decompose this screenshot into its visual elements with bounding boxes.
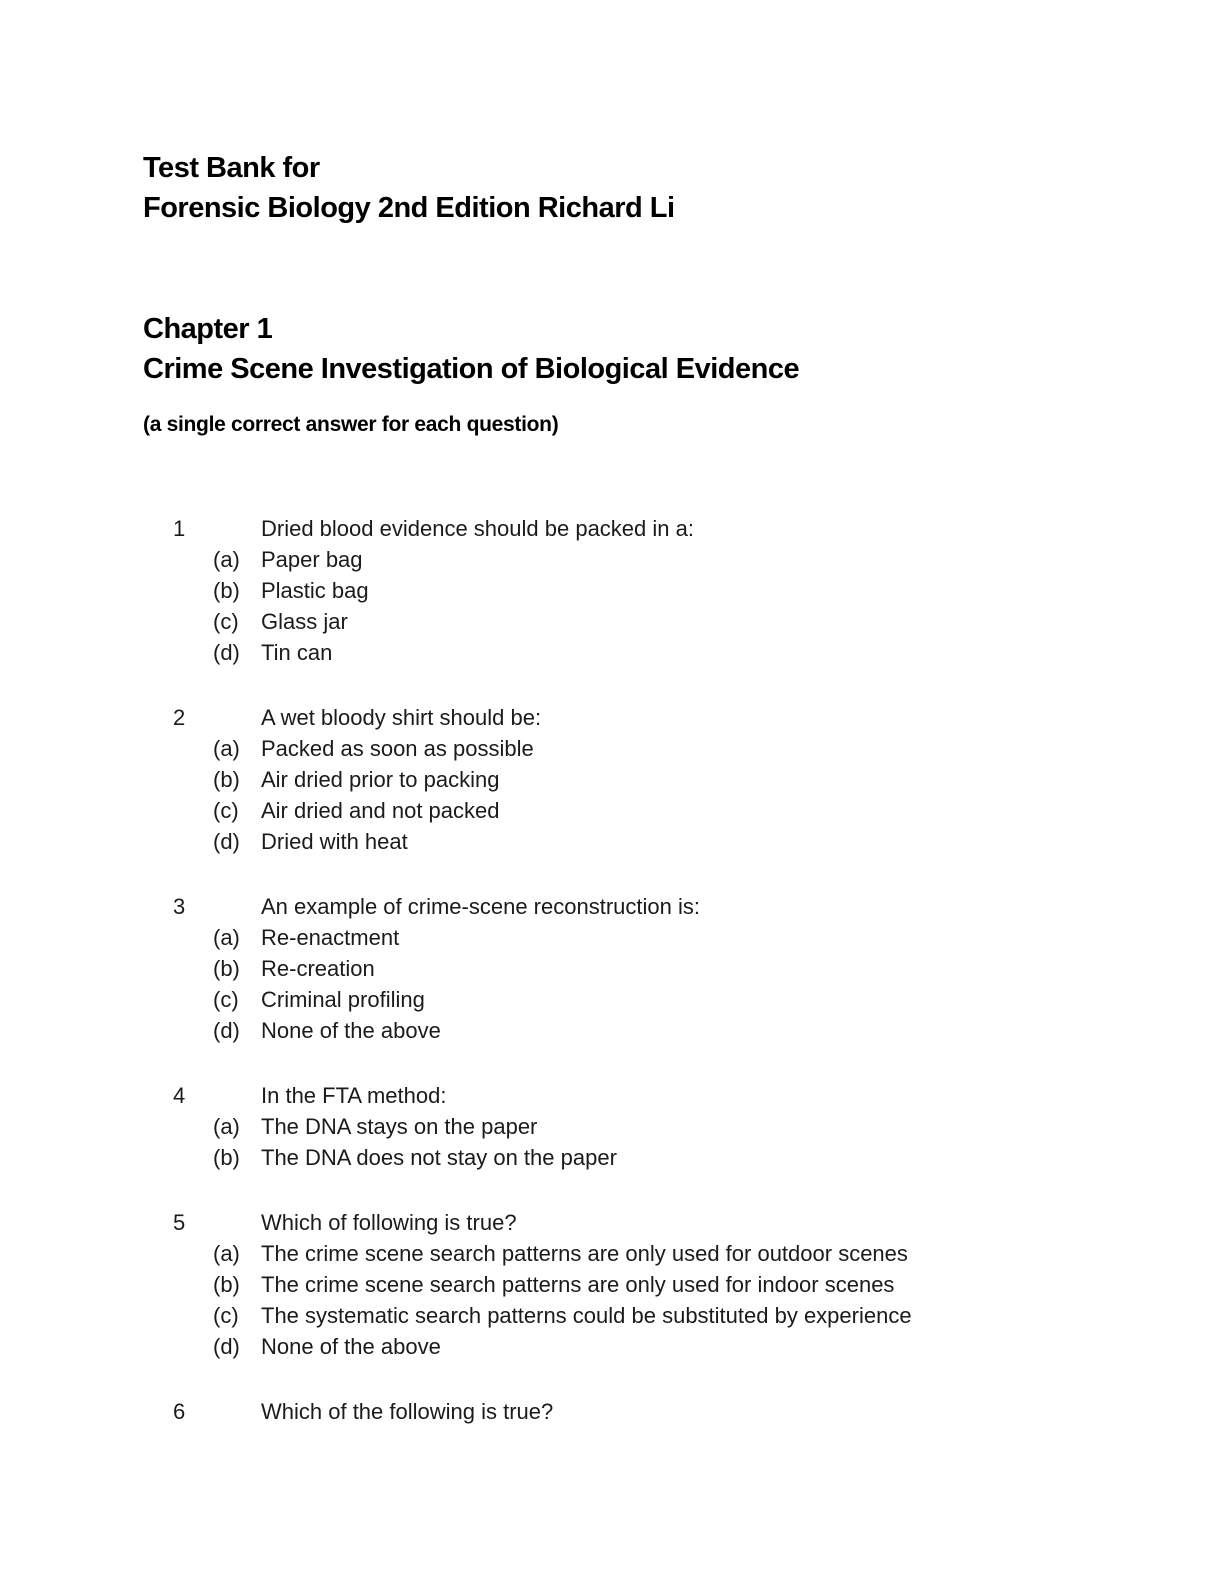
option-label: (b) — [213, 956, 240, 981]
question-block — [173, 891, 1164, 1046]
document-title-line-1: Test Bank for — [143, 152, 320, 184]
option-text: The DNA stays on the paper — [261, 1114, 538, 1139]
answer-option — [173, 1142, 1164, 1173]
question-block — [173, 1396, 1164, 1427]
answer-option — [173, 764, 1164, 795]
chapter-number-line: Chapter 1 — [143, 313, 273, 345]
answer-option — [173, 984, 1164, 1015]
answer-option — [173, 953, 1164, 984]
question-number: 3 — [173, 894, 186, 919]
question-stem-row — [173, 891, 1164, 922]
option-label: (c) — [213, 798, 239, 823]
option-label: (c) — [213, 609, 239, 634]
option-text: Criminal profiling — [261, 987, 425, 1012]
question-number: 1 — [173, 516, 186, 541]
question-stem: Dried blood evidence should be packed in a: — [261, 516, 694, 541]
question-block — [173, 513, 1164, 668]
question-number: 2 — [173, 705, 186, 730]
option-label: (b) — [213, 578, 240, 603]
question-number: 6 — [173, 1399, 186, 1424]
option-label: (a) — [213, 1114, 240, 1139]
answer-option — [173, 795, 1164, 826]
chapter-heading — [143, 309, 799, 389]
question-stem-row — [173, 513, 1164, 544]
option-label: (b) — [213, 1145, 240, 1170]
option-label: (a) — [213, 547, 240, 572]
option-text: Plastic bag — [261, 578, 369, 603]
answer-option — [173, 922, 1164, 953]
option-label: (c) — [213, 987, 239, 1012]
option-label: (b) — [213, 1272, 240, 1297]
option-label: (d) — [213, 640, 240, 665]
answer-option — [173, 1111, 1164, 1142]
question-stem-row — [173, 1080, 1164, 1111]
question-stem: Which of the following is true? — [261, 1399, 554, 1424]
option-text: The crime scene search patterns are only used for indoor scenes — [261, 1272, 895, 1297]
question-block — [173, 1207, 1164, 1362]
option-text: Paper bag — [261, 547, 363, 572]
option-text: Air dried and not packed — [261, 798, 500, 823]
option-label: (d) — [213, 1334, 240, 1359]
document-title-line-2: Forensic Biology 2nd Edition Richard Li — [143, 192, 675, 224]
answer-option — [173, 1331, 1164, 1362]
option-label: (d) — [213, 1018, 240, 1043]
option-text: Air dried prior to packing — [261, 767, 500, 792]
option-text: Dried with heat — [261, 829, 408, 854]
option-label: (d) — [213, 829, 240, 854]
answer-option — [173, 826, 1164, 857]
question-stem: In the FTA method: — [261, 1083, 447, 1108]
option-text: None of the above — [261, 1334, 441, 1359]
option-label: (a) — [213, 925, 240, 950]
question-stem-row — [173, 1396, 1164, 1427]
instruction-note: (a single correct answer for each question) — [143, 413, 559, 436]
question-number: 4 — [173, 1083, 186, 1108]
answer-option — [173, 1238, 1164, 1269]
question-stem: Which of following is true? — [261, 1210, 517, 1235]
question-number: 5 — [173, 1210, 186, 1235]
question-stem-row — [173, 702, 1164, 733]
option-text: The DNA does not stay on the paper — [261, 1145, 617, 1170]
option-label: (b) — [213, 767, 240, 792]
question-stem-row — [173, 1207, 1164, 1238]
question-stem: A wet bloody shirt should be: — [261, 705, 542, 730]
option-text: None of the above — [261, 1018, 441, 1043]
question-stem: An example of crime-scene reconstruction is: — [261, 894, 700, 919]
option-text: The systematic search patterns could be substituted by experience — [261, 1303, 912, 1328]
answer-option — [173, 637, 1164, 668]
answer-option — [173, 1269, 1164, 1300]
option-label: (c) — [213, 1303, 239, 1328]
answer-option — [173, 575, 1164, 606]
option-text: The crime scene search patterns are only used for outdoor scenes — [261, 1241, 908, 1266]
option-text: Re-enactment — [261, 925, 400, 950]
option-text: Re-creation — [261, 956, 375, 981]
option-label: (a) — [213, 736, 240, 761]
question-list — [173, 513, 1164, 1461]
answer-option — [173, 544, 1164, 575]
chapter-title-line: Crime Scene Investigation of Biological Evidence — [143, 353, 800, 385]
question-block — [173, 1080, 1164, 1173]
option-text: Tin can — [261, 640, 333, 665]
option-text: Glass jar — [261, 609, 348, 634]
answer-option — [173, 1300, 1164, 1331]
option-label: (a) — [213, 1241, 240, 1266]
answer-option — [173, 606, 1164, 637]
answer-option — [173, 733, 1164, 764]
option-text: Packed as soon as possible — [261, 736, 534, 761]
question-block — [173, 702, 1164, 857]
answer-option — [173, 1015, 1164, 1046]
document-title — [143, 148, 675, 228]
